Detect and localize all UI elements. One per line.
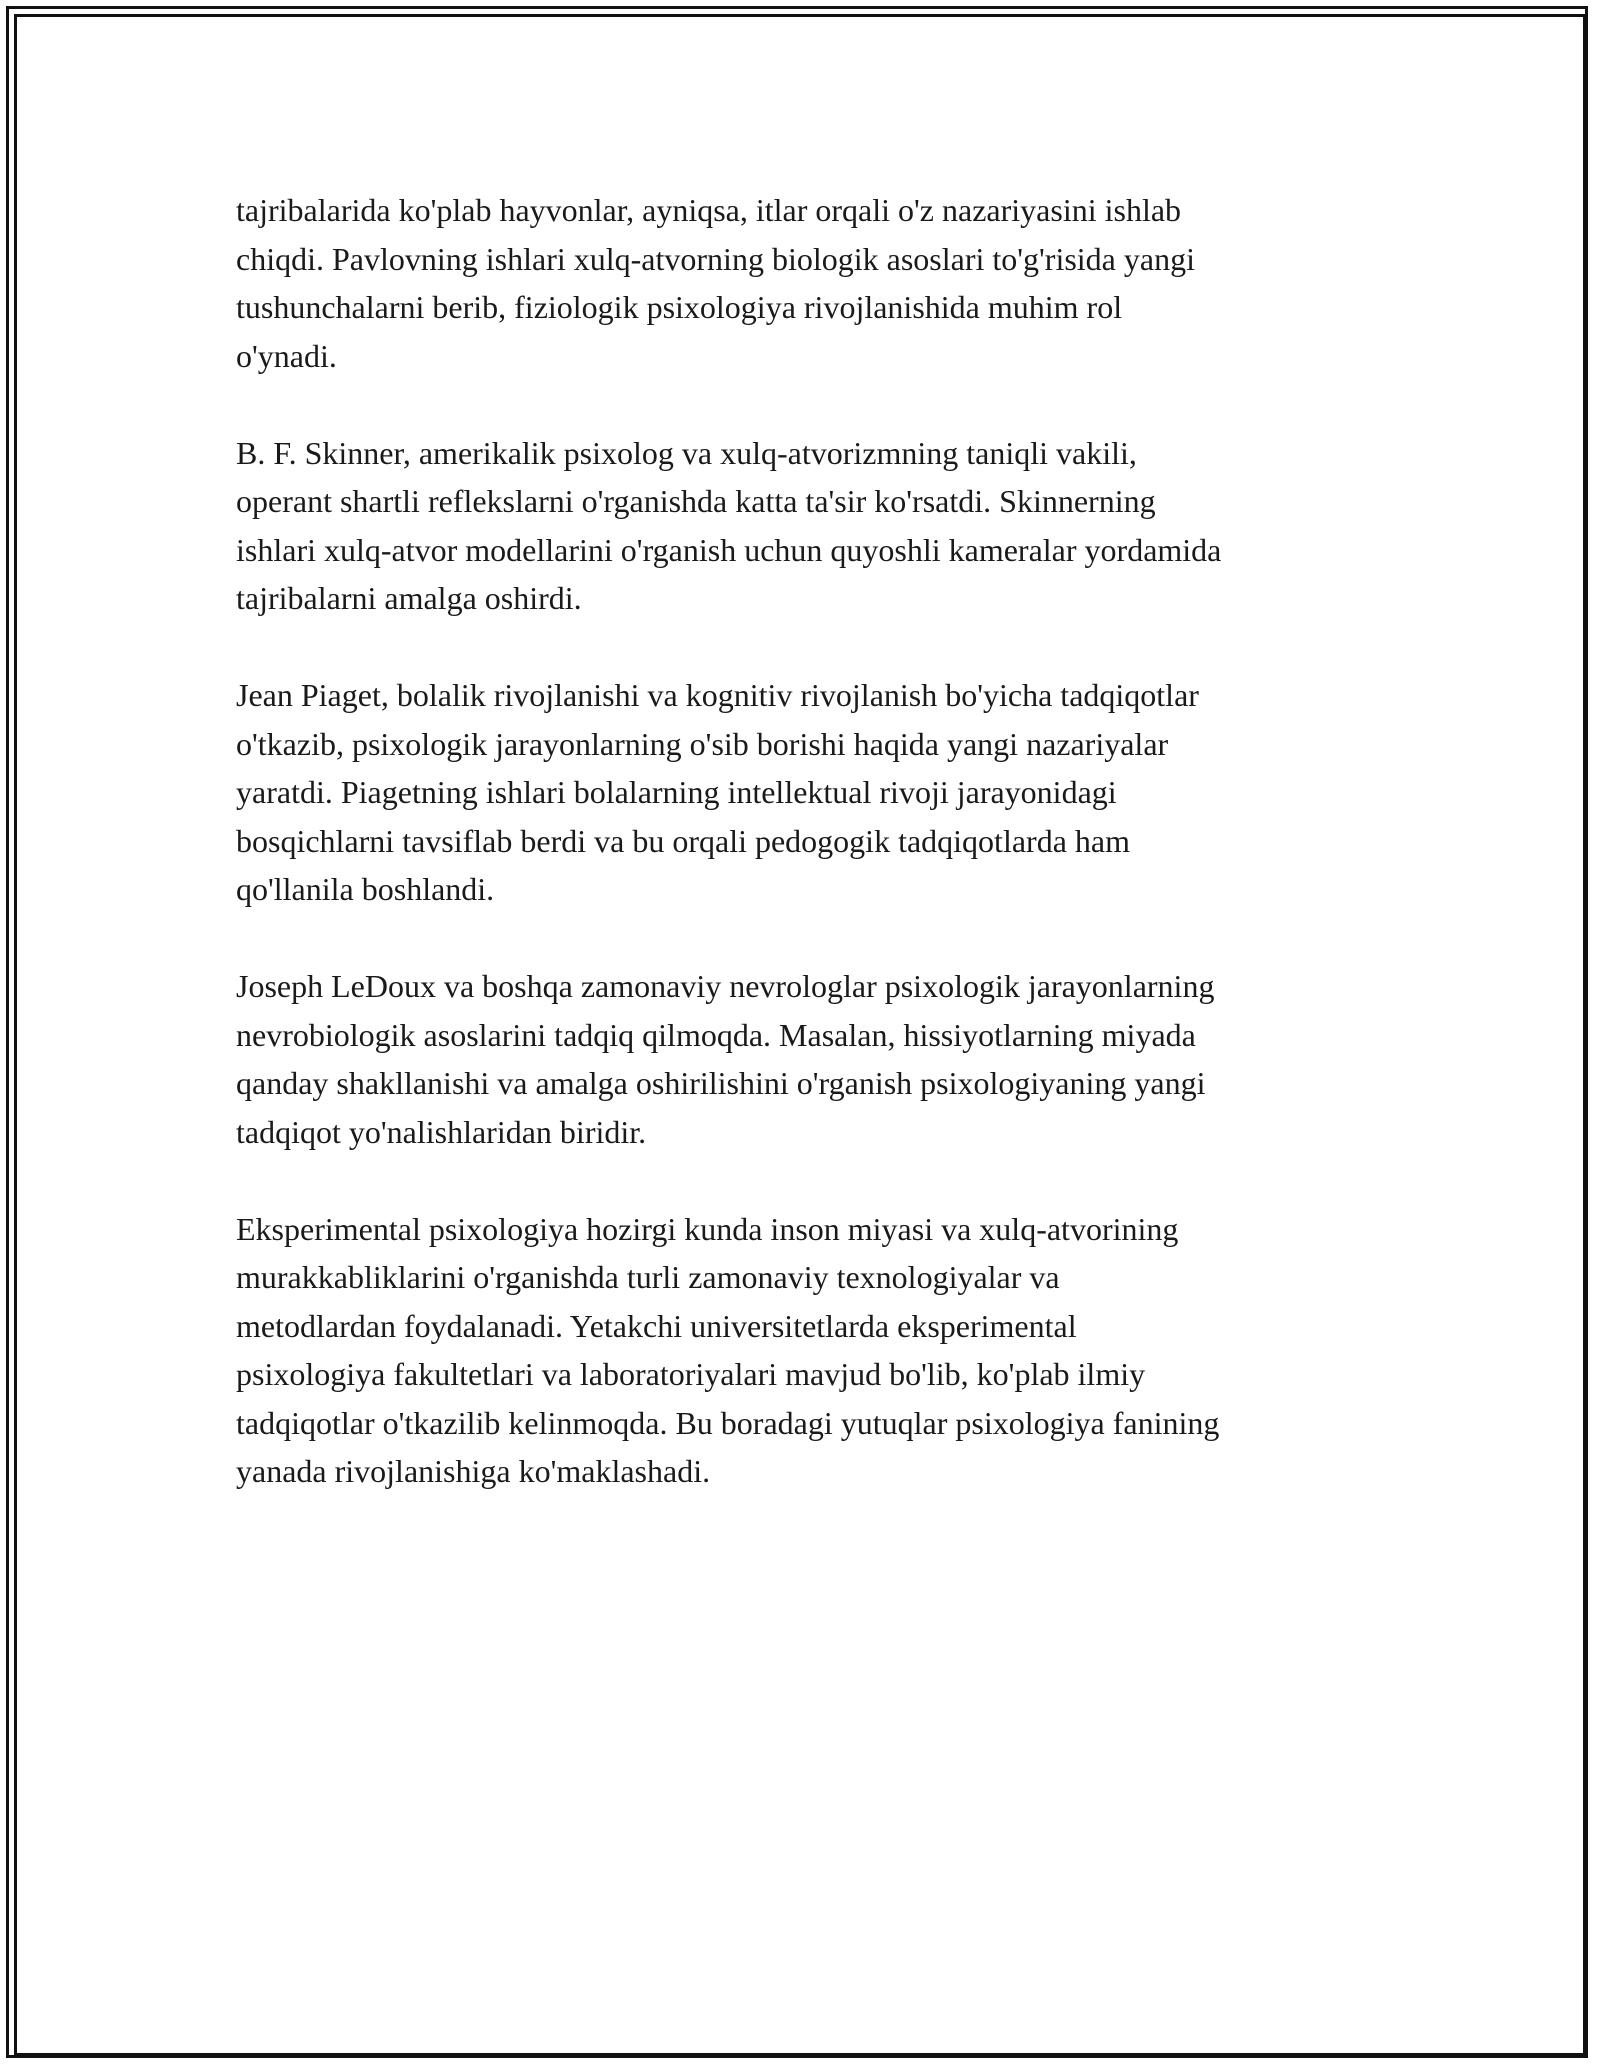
document-body bbox=[236, 186, 1396, 1496]
paragraph-experimental-psychology: Eksperimental psixologiya hozirgi kunda inson miyasi va xulq-atvorining murakkabliklarini o'rganishda turli zamonaviy texnologiyalar va metodlardan foydalanadi. Yetakchi universitetlarda eksperimental psixologiya fakultetlari va laboratoriyalari mavjud bo'lib, ko'plab ilmiy tadqiqotlar o'tkazilib kelinmoqda. Bu boradagi yutuqlar psixologiya fanining yanada rivojlanishiga ko'maklashadi. bbox=[236, 1210, 1220, 1489]
paragraph-pavlov: tajribalarida ko'plab hayvonlar, ayniqsa, itlar orqali o'z nazariyasini ishlab chiqdi. Pavlovning ishlari xulq-atvorning biologik asoslari to'g'risida yangi tushunchalarni berib, fiziologik psixologiya rivojlanishida muhim rol o'ynadi. bbox=[236, 192, 1195, 374]
paragraph-ledoux: Joseph LeDoux va boshqa zamonaviy nevrologlar psixologik jarayonlarning nevrobiologik asoslarini tadqiq qilmoqda. Masalan, hissiyotlarning miyada qanday shakllanishi va amalga oshirilishini o'rganish psixologiyaning yangi tadqiqot yo'nalishlaridan biridir. bbox=[236, 968, 1215, 1150]
paragraph-piaget: Jean Piaget, bolalik rivojlanishi va kognitiv rivojlanish bo'yicha tadqiqotlar o'tkazib, psixologik jarayonlarning o'sib borishi haqida yangi nazariyalar yaratdi. Piagetning ishlari bolalarning intellektual rivoji jarayonidagi bosqichlarni tavsiflab berdi va bu orqali pedogogik tadqiqotlarda ham qo'llanila boshlandi. bbox=[236, 677, 1199, 907]
paragraph-skinner: B. F. Skinner, amerikalik psixolog va xulq-atvorizmning taniqli vakili, operant shartli reflekslarni o'rganishda katta ta'sir ko'rsatdi. Skinnerning ishlari xulq-atvor modellarini o'rganish uchun quyoshli kameralar yordamida tajribalarni amalga oshirdi. bbox=[236, 434, 1222, 616]
